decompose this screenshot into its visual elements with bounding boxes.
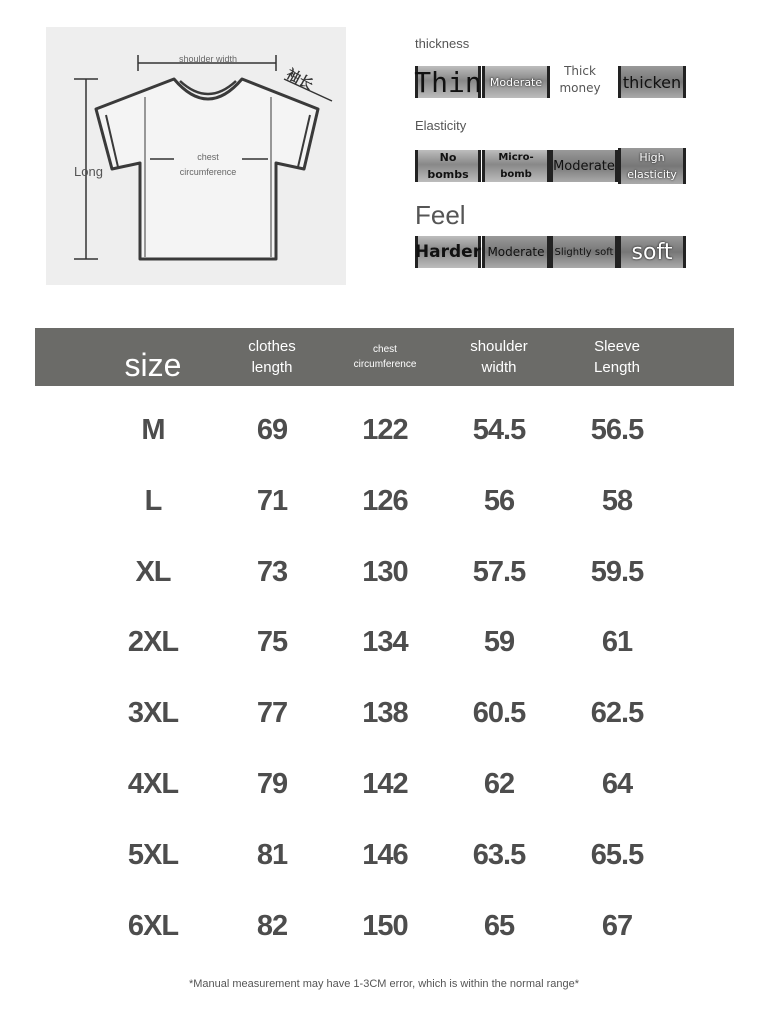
cell-shoulder: 60.5 (472, 696, 526, 729)
cell-size: 6XL (127, 909, 179, 942)
cell-shoulder: 63.5 (472, 838, 526, 871)
cell-sleeve: 61 (601, 625, 633, 658)
cell-clothes-length: 81 (256, 838, 288, 871)
cell-chest: 134 (362, 625, 408, 658)
table-row (35, 749, 734, 819)
feel-option-soft: soft (618, 236, 686, 268)
table-row (35, 678, 734, 748)
shoulder-width-label: shoulder width (178, 54, 238, 64)
feel-option-slightly-soft: Slightly soft (550, 236, 618, 268)
sleeve-length-label: 袖长 (283, 65, 317, 93)
thickness-option-thin: Thin (414, 65, 482, 99)
header-clothes-length: clothes length (248, 338, 296, 376)
header-chest-circumference: chest circumference (353, 344, 417, 370)
size-table-header (35, 328, 734, 386)
thickness-title: thickness (415, 36, 470, 51)
cell-sleeve: 59.5 (590, 555, 644, 588)
cell-size: 4XL (127, 767, 179, 800)
cell-clothes-length: 77 (256, 696, 288, 729)
header-size: size (124, 346, 182, 383)
tshirt-measurement-diagram (46, 27, 346, 285)
cell-shoulder: 59 (483, 625, 515, 658)
chest-circumference-label: chest circumference (179, 152, 237, 177)
cell-size: XL (135, 555, 171, 588)
cell-clothes-length: 79 (256, 767, 288, 800)
cell-size: 2XL (127, 625, 179, 658)
table-row (35, 607, 734, 677)
feel-option-harder: Harder (415, 236, 481, 268)
cell-shoulder: 54.5 (472, 413, 526, 446)
cell-sleeve: 65.5 (590, 838, 644, 871)
elasticity-title: Elasticity (415, 118, 467, 133)
feel-title: Feel (415, 200, 466, 230)
table-row (35, 820, 734, 890)
cell-size: M (141, 413, 165, 446)
cell-clothes-length: 73 (256, 555, 288, 588)
header-shoulder-width: shoulder width (470, 338, 528, 376)
cell-sleeve: 56.5 (590, 413, 644, 446)
cell-clothes-length: 69 (256, 413, 288, 446)
cell-chest: 142 (362, 767, 408, 800)
cell-sleeve: 64 (601, 767, 633, 800)
table-row (35, 537, 734, 607)
table-row (35, 395, 734, 465)
length-label: Long (74, 164, 103, 179)
cell-shoulder: 57.5 (472, 555, 526, 588)
cell-chest: 122 (362, 413, 408, 446)
cell-size: 3XL (127, 696, 179, 729)
elasticity-option-high: High elasticity (618, 148, 686, 184)
thickness-option-thick: Thick money (559, 64, 601, 95)
cell-clothes-length: 71 (256, 484, 288, 517)
elasticity-option-micro-bomb: Micro-bomb (482, 150, 550, 182)
cell-size: L (144, 484, 162, 517)
cell-shoulder: 56 (483, 484, 515, 517)
cell-clothes-length: 82 (256, 909, 288, 942)
measurement-footnote: *Manual measurement may have 1-3CM error, which is within the normal range* (188, 978, 580, 990)
thickness-option-moderate: Moderate (482, 66, 550, 98)
cell-shoulder: 62 (483, 767, 515, 800)
cell-size: 5XL (127, 838, 179, 871)
cell-chest: 150 (362, 909, 408, 942)
cell-sleeve: 67 (601, 909, 633, 942)
cell-chest: 126 (362, 484, 408, 517)
cell-shoulder: 65 (483, 909, 515, 942)
table-row (35, 466, 734, 536)
cell-clothes-length: 75 (256, 625, 288, 658)
elasticity-option-no-bombs: No bombs (415, 150, 481, 182)
cell-chest: 130 (362, 555, 408, 588)
feel-option-moderate: Moderate (482, 236, 550, 268)
table-row (35, 891, 734, 961)
thickness-option-thicken: thicken (618, 66, 686, 98)
cell-chest: 146 (362, 838, 408, 871)
header-sleeve-length: Sleeve Length (594, 338, 640, 376)
cell-sleeve: 58 (601, 484, 633, 517)
cell-sleeve: 62.5 (590, 696, 644, 729)
elasticity-option-moderate: Moderate (550, 150, 618, 182)
cell-chest: 138 (362, 696, 408, 729)
